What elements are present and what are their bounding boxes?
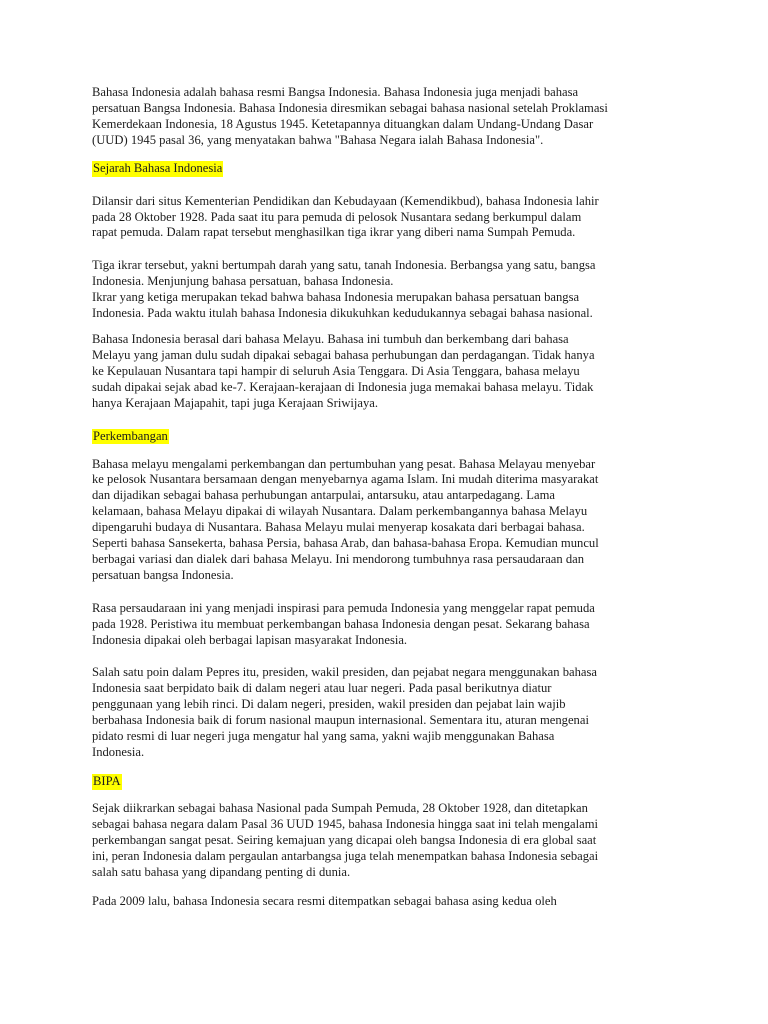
- paragraph-sejarah-3: Bahasa Indonesia berasal dari bahasa Melayu. Bahasa ini tumbuh dan berkembang dari bahasa Melayu yang jaman dulu sudah dipakai sebagai bahasa perhubungan dan perdagangan. Tidak hanya ke Kepulauan Nusantara tapi hampir di seluruh Asia Tenggara. Di Asia Tenggara, bahasa melayu sudah dipakai sejak abad ke-7. Kerajaan-kerajaan di Indonesia juga memakai bahasa melayu. Tidak hanya Kerajaan Majapahit, tapi juga Kerajaan Sriwijaya.: [92, 331, 595, 410]
- paragraph-perkembangan-3: Salah satu poin dalam Pepres itu, presiden, wakil presiden, dan pejabat negara menggunakan bahasa Indonesia saat berpidato baik di dalam negeri atau luar negeri. Pada pasal berikutnya diatur penggunaan yang lebih rinci. Di dalam negeri, presiden, wakil presiden dan pejabat lain wajib berbahasa Indonesia baik di forum nasional maupun internasional. Sementara itu, aturan mengenai pidato resmi di luar negeri juga mengatur hal yang sama, yakni wajib menggunakan Bahasa Indonesia.: [92, 665, 597, 759]
- heading-sejarah: Sejarah Bahasa Indonesia: [93, 160, 223, 175]
- heading-bipa: BIPA: [93, 773, 121, 788]
- paragraph-bipa-2: Pada 2009 lalu, bahasa Indonesia secara resmi ditempatkan sebagai bahasa asing kedua oleh: [92, 894, 557, 909]
- paragraph-bipa-1: Sejak diikrarkan sebagai bahasa Nasional pada Sumpah Pemuda, 28 Oktober 1928, dan ditetapkan sebagai bahasa negara dalam Pasal 36 UUD 1945, bahasa Indonesia hingga saat ini telah mengalami perkembangan sangat pesat. Seiring kemajuan yang dicapai oleh bangsa Indonesia di era global saat ini, peran Indonesia dalam pergaulan antarbangsa juga telah menempatkan bahasa Indonesia sebagai salah satu bahasa yang dipandang penting di dunia.: [92, 800, 599, 879]
- paragraph-sejarah-1: Dilansir dari situs Kementerian Pendidikan dan Kebudayaan (Kemendikbud), bahasa Indonesia lahir pada 28 Oktober 1928. Pada saat itu para pemuda di pelosok Nusantara sedang berkumpul dalam rapat pemuda. Dalam rapat tersebut menghasilkan tiga ikrar yang diberi nama Sumpah Pemuda.: [92, 193, 599, 240]
- paragraph-intro: Bahasa Indonesia adalah bahasa resmi Bangsa Indonesia. Bahasa Indonesia juga menjadi bahasa persatuan Bangsa Indonesia. Bahasa Indonesia diresmikan sebagai bahasa nasional setelah Proklamasi Kemerdekaan Indonesia, 18 Agustus 1945. Ketetapannya dituangkan dalam Undang-Undang Dasar (UUD) 1945 pasal 36, yang menyatakan bahwa "Bahasa Negara ialah Bahasa Indonesia".: [92, 85, 608, 147]
- paragraph-perkembangan-1: Bahasa melayu mengalami perkembangan dan pertumbuhan yang pesat. Bahasa Melayau menyebar ke pelosok Nusantara bersamaan dengan menyebarnya agama Islam. Ini mudah diterima masyarakat dan dijadikan sebagai bahasa perhubungan antarpulai, antarsuku, atau antarpedagang. Lama kelamaan, bahasa Melayu dipakai di wilayah Nusantara. Dalam perkembangannya bahasa Melayu dipengaruhi budaya di Nusantara. Bahasa Melayu mulai menyerap kosakata dari berbagai bahasa. Seperti bahasa Sansekerta, bahasa Persia, bahasa Arab, dan bahasa-bahasa Eropa. Kemudian muncul berbagai variasi dan dialek dari bahasa Melayu. Ini mendorong tumbuhnya rasa persaudaraan dan persatuan bangsa Indonesia.: [92, 456, 599, 582]
- heading-perkembangan: Perkembangan: [93, 428, 168, 443]
- paragraph-sejarah-2: Tiga ikrar tersebut, yakni bertumpah darah yang satu, tanah Indonesia. Berbangsa yang satu, bangsa Indonesia. Menjunjung bahasa persatuan, bahasa Indonesia. Ikrar yang ketiga merupakan tekad bahwa bahasa Indonesia merupakan bahasa persatuan bangsa Indonesia. Pada waktu itulah bahasa Indonesia dikukuhkan kedudukannya sebagai bahasa nasional.: [92, 258, 596, 321]
- paragraph-perkembangan-2: Rasa persaudaraan ini yang menjadi inspirasi para pemuda Indonesia yang menggelar rapat pemuda pada 1928. Peristiwa itu membuat perkembangan bahasa Indonesia dengan pesat. Sekarang bahasa Indonesia dipakai oleh berbagai lapisan masyarakat Indonesia.: [92, 600, 595, 647]
- document-body: [92, 85, 692, 910]
